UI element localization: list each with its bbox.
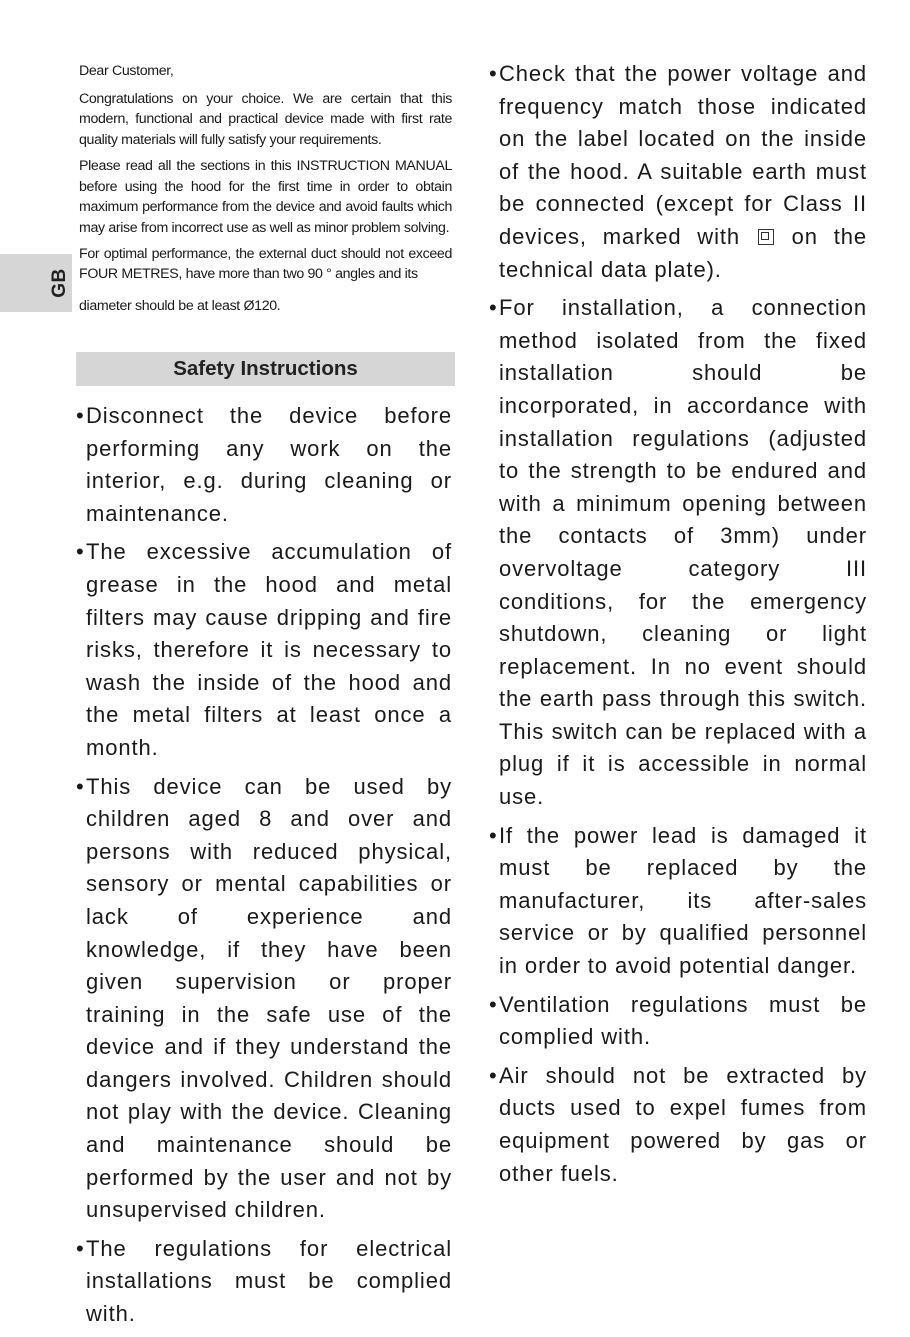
safety-item-air-extraction: • Air should not be extracted by ducts used to expel fumes from equipment powered by gas or other fuels. bbox=[492, 1060, 867, 1190]
safety-item-children: • This device can be used by children aged 8 and over and persons with reduced physical, sensory or mental capabilities or lack of experience and knowledge, if they have been given supervision or proper training in the safe use of the device and if they understand the dangers involved. Children should not play with the device. Cleaning and maintenance should be performed by the user and not by unsupervised children. bbox=[79, 771, 452, 1227]
class-ii-icon bbox=[758, 229, 774, 245]
safety-item-disconnect: • Disconnect the device before performing any work on the interior, e.g. during cleaning or maintenance. bbox=[79, 400, 452, 530]
intro-paragraph-1: Congratulations on your choice. We are certain that this modern, functional and practical device made with first rate quality materials will fully satisfy your requirements. bbox=[79, 90, 452, 148]
right-column bbox=[492, 58, 867, 1196]
salutation: Dear Customer, bbox=[79, 63, 174, 79]
safety-item-voltage bbox=[492, 58, 867, 286]
duct-note bbox=[79, 244, 452, 316]
language-tab-label: GB bbox=[49, 268, 70, 298]
duct-note-diameter: diameter should be at least Ø120. bbox=[79, 298, 281, 314]
voltage-text: Check that the power voltage and frequency match those indicated on the label located on the inside of the hood. A suitable earth must be connected (except for Class II devices, marked with bbox=[499, 61, 867, 249]
safety-item-power-lead: • If the power lead is damaged it must be replaced by the manufacturer, its after-sales service or by qualified personnel in order to avoid potential danger. bbox=[492, 820, 867, 983]
safety-item-ventilation: • Ventilation regulations must be complied with. bbox=[492, 989, 867, 1054]
safety-item-installation: • For installation, a connection method isolated from the fixed installation should be incorporated, in accordance with installation regulations (adjusted to the strength to be endured and with a minimum opening between the contacts of 3mm) under overvoltage category III conditions, for the emergency shutdown, cleaning or light replacement. In no event should the earth pass through this switch. This switch can be replaced with a plug if it is accessible in normal use. bbox=[492, 292, 867, 814]
safety-item-electrical-regulations: • The regulations for electrical installations must be complied with. bbox=[79, 1233, 452, 1331]
voltage-text-end: on the technical data plate). bbox=[499, 223, 867, 282]
duct-note-text: For optimal performance, the external duct should not exceed FOUR METRES, have more than two 90 ° angles and its bbox=[79, 246, 452, 282]
left-column bbox=[79, 61, 452, 1337]
intro-paragraph-2: Please read all the sections in this INSTRUCTION MANUAL before using the hood for the first time in order to obtain maximum performance from the device and avoid faults which may arise from incorrect use as well as minor problem solving. bbox=[79, 158, 452, 236]
safety-instructions-heading: Safety Instructions bbox=[76, 352, 455, 386]
safety-list-left bbox=[79, 400, 452, 1331]
safety-item-grease: • The excessive accumulation of grease in the hood and metal filters may cause dripping and fire risks, therefore it is necessary to wash the inside of the hood and the metal filters at least once a month. bbox=[79, 536, 452, 764]
